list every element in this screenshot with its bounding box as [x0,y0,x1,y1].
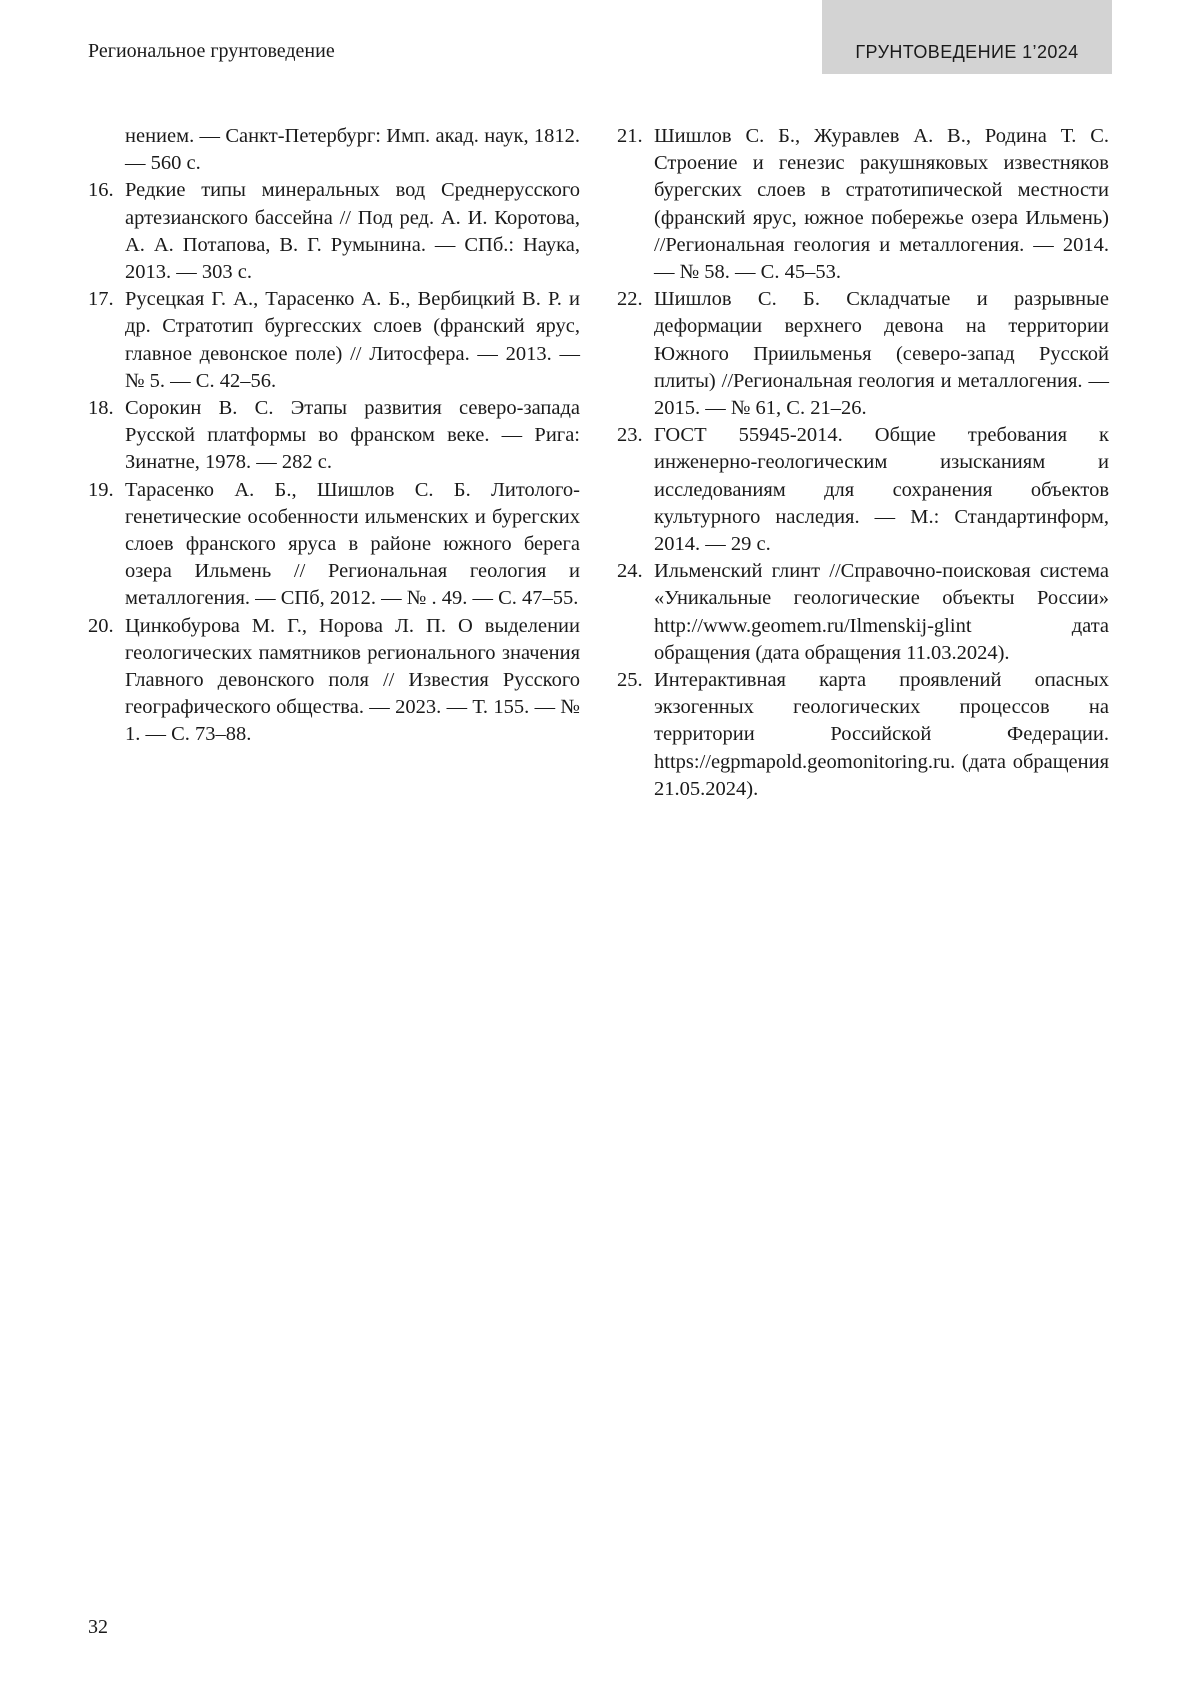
reference-number: 23. [617,424,643,447]
reference-text: Ильменский глинт //Справочно-поисковая система «Уникальные геологические объекты России» http://www.geomem.ru/Ilmenskij-glint дата обращения (дата обращения 11.03.2024). [654,560,1109,664]
reference-number: 24. [617,560,643,583]
reference-item [617,558,1109,667]
reference-number: 20. [88,614,114,637]
reference-number: 25. [617,669,643,692]
references-column-left [88,123,580,749]
reference-item [88,177,580,286]
reference-number: 17. [88,288,114,311]
reference-text: Тарасенко А. Б., Шишлов С. Б. Литолого-генетические особенности ильменских и бурегских слоев франского яруса в районе южного берега озера Ильмень // Региональная геология и металлогения. — СПб, 2012. — № . 49. — С. 47–55. [125,478,580,610]
reference-text: нением. — Санкт-Петербург: Имп. акад. наук, 1812. — 560 с. [125,125,580,175]
page-number: 32 [88,1616,108,1638]
reference-number: 18. [88,397,114,420]
reference-number: 21. [617,125,643,147]
reference-item [617,286,1109,422]
running-head-section: Региональное грунтоведение [88,40,335,62]
reference-item [88,613,580,749]
reference-item [88,123,580,177]
journal-issue-badge: ГРУНТОВЕДЕНИЕ 1’2024 [822,0,1112,74]
reference-text: Шишлов С. Б. Складчатые и разрывные деформации верхнего девона на территории Южного Приильменья (северо-запад Русской плиты) //Региональная геология и металлогения. — 2015. — № 61, С. 21–26. [654,288,1109,420]
reference-number: 22. [617,288,643,311]
reference-number: 19. [88,478,114,501]
reference-text: Интерактивная карта проявлений опасных экзогенных геологических процессов на территории Российской Федерации. https://egpmapold.geomonitoring.ru. (дата обращения 21.05.2024). [654,669,1109,800]
reference-text: Шишлов С. Б., Журавлев А. В., Родина Т. С. Строение и генезис ракушняковых известняков бурегских слоев в стратотипической местности (франский ярус, южное побережье озера Ильмень) //Региональная геология и металлогения. — 2014. — № 58. — С. 45–53. [654,125,1109,284]
reference-number: 16. [88,179,114,202]
reference-text: Цинкобурова М. Г., Норова Л. П. О выделении геологических памятников регионального значения Главного девонского поля // Известия Русского географического общества. — 2023. — Т. 155. — № 1. — С. 73–88. [125,614,580,746]
reference-item [617,667,1109,803]
reference-item [617,123,1109,286]
reference-text: Редкие типы минеральных вод Среднерусского артезианского бассейна // Под ред. А. И. Коротова, А. А. Потапова, В. Г. Румынина. — СПб.: Наука, 2013. — 303 с. [125,179,580,284]
reference-item [88,477,580,613]
reference-text: Сорокин В. С. Этапы развития северо-запада Русской платформы во франском веке. — Рига: Зинатне, 1978. — 282 с. [125,397,580,474]
reference-item [617,422,1109,558]
references-column-right [617,123,1109,803]
reference-text: ГОСТ 55945-2014. Общие требования к инженерно-геологическим изысканиям и исследованиям для сохранения объектов культурного наследия. — М.: Стандартинформ, 2014. — 29 с. [654,424,1109,556]
reference-item [88,395,580,477]
reference-text: Русецкая Г. А., Тарасенко А. Б., Вербицкий В. Р. и др. Стратотип бургесских слоев (франский ярус, главное девонское поле) // Литосфера. — 2013. — № 5. — С. 42–56. [125,288,580,392]
reference-item [88,286,580,395]
